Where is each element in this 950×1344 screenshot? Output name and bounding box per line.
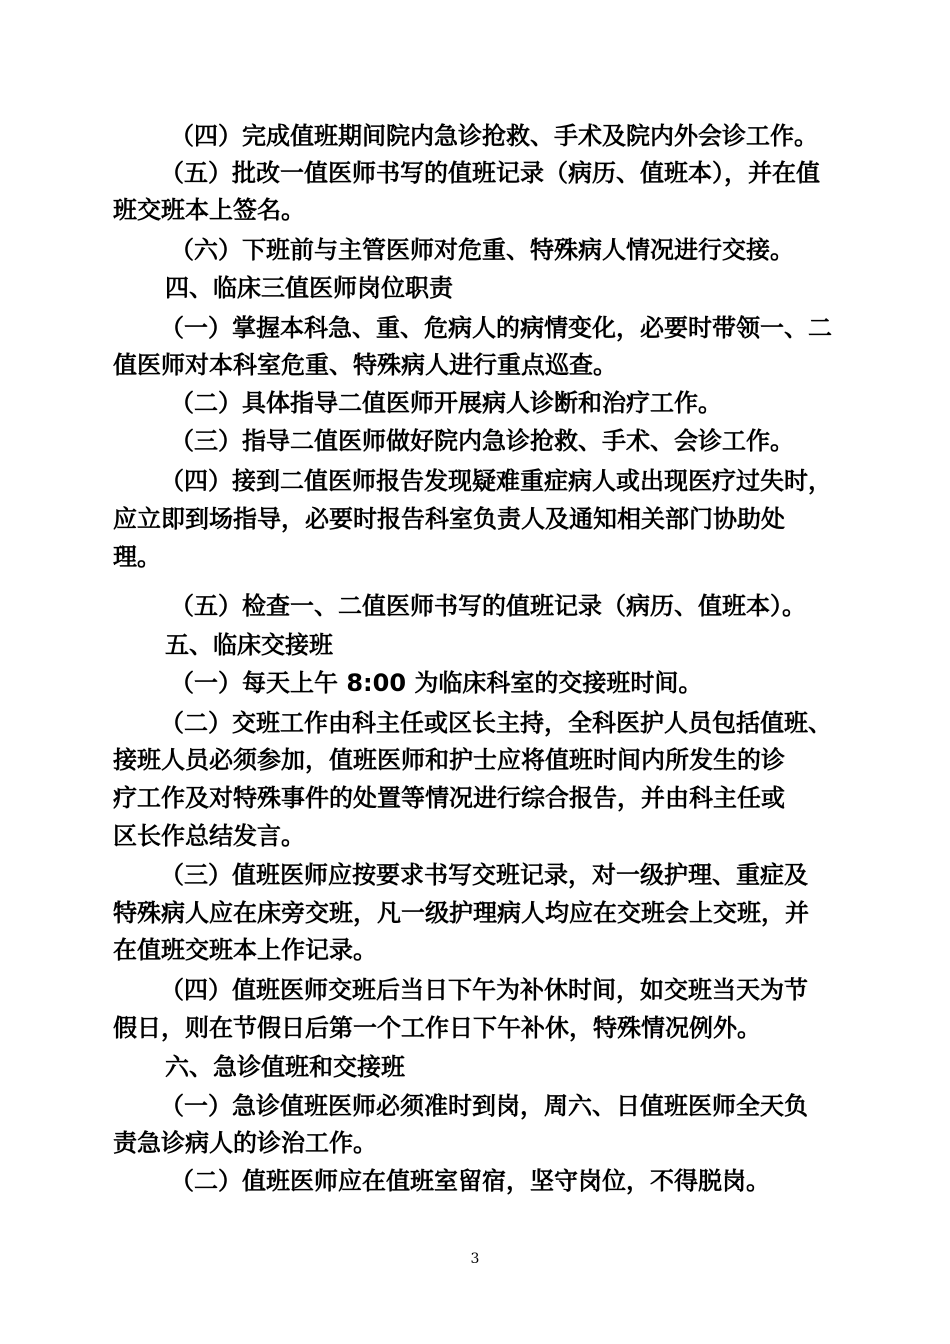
paragraph-line: （一）急诊值班医师必须准时到岗，周六、日值班医师全天负 [160,1092,808,1120]
paragraph-line: （二）具体指导二值医师开展病人诊断和治疗工作。 [170,389,722,417]
paragraph-line: 理。 [113,543,161,571]
paragraph-line: （二）值班医师应在值班室留宿，坚守岗位，不得脱岗。 [170,1167,770,1195]
paragraph-line: 在值班交班本上作记录。 [113,936,377,964]
paragraph-line: 接班人员必须参加，值班医师和护士应将值班时间内所发生的诊 [113,746,785,774]
paragraph-line: 特殊病人应在床旁交班，凡一级护理病人均应在交班会上交班，并 [113,899,809,927]
paragraph-line: 应立即到场指导，必要时报告科室负责人及通知相关部门协助处 [113,505,785,533]
paragraph-line: 区长作总结发言。 [113,822,305,850]
section-heading: 五、临床交接班 [165,631,333,659]
paragraph-line: （一）掌握本科急、重、危病人的病情变化，必要时带领一、二 [160,314,832,342]
section-heading: 四、临床三值医师岗位职责 [165,274,453,302]
paragraph-line: （五）检查一、二值医师书写的值班记录（病历、值班本）。 [170,592,806,620]
paragraph-line: 责急诊病人的诊治工作。 [113,1129,377,1157]
paragraph-line: （五）批改一值医师书写的值班记录（病历、值班本），并在值 [160,159,820,187]
paragraph-line: （一）每天上午 8:00 为临床科室的交接班时间。 [170,669,703,697]
paragraph-line: （四）值班医师交班后当日下午为补休时间，如交班当天为节 [160,976,808,1004]
paragraph-line: 班交班本上签名。 [113,196,305,224]
paragraph-line: （六）下班前与主管医师对危重、特殊病人情况进行交接。 [170,236,794,264]
section-heading: 六、急诊值班和交接班 [165,1053,405,1081]
paragraph-line: 值医师对本科室危重、特殊病人进行重点巡查。 [113,351,617,379]
paragraph-line: 假日，则在节假日后第一个工作日下午补休，特殊情况例外。 [113,1014,761,1042]
paragraph-line: （四）完成值班期间院内急诊抢救、手术及院内外会诊工作。 [170,122,818,150]
paragraph-line: （二）交班工作由科主任或区长主持，全科医护人员包括值班、 [160,709,832,737]
paragraph-line: （四）接到二值医师报告发现疑难重症病人或出现医疗过失时， [160,467,832,495]
paragraph-line: 疗工作及对特殊事件的处置等情况进行综合报告，并由科主任或 [113,784,785,812]
page-number: 3 [470,1251,480,1267]
paragraph-line: （三）值班医师应按要求书写交班记录，对一级护理、重症及 [160,861,808,889]
paragraph-line: （三）指导二值医师做好院内急诊抢救、手术、会诊工作。 [170,427,794,455]
